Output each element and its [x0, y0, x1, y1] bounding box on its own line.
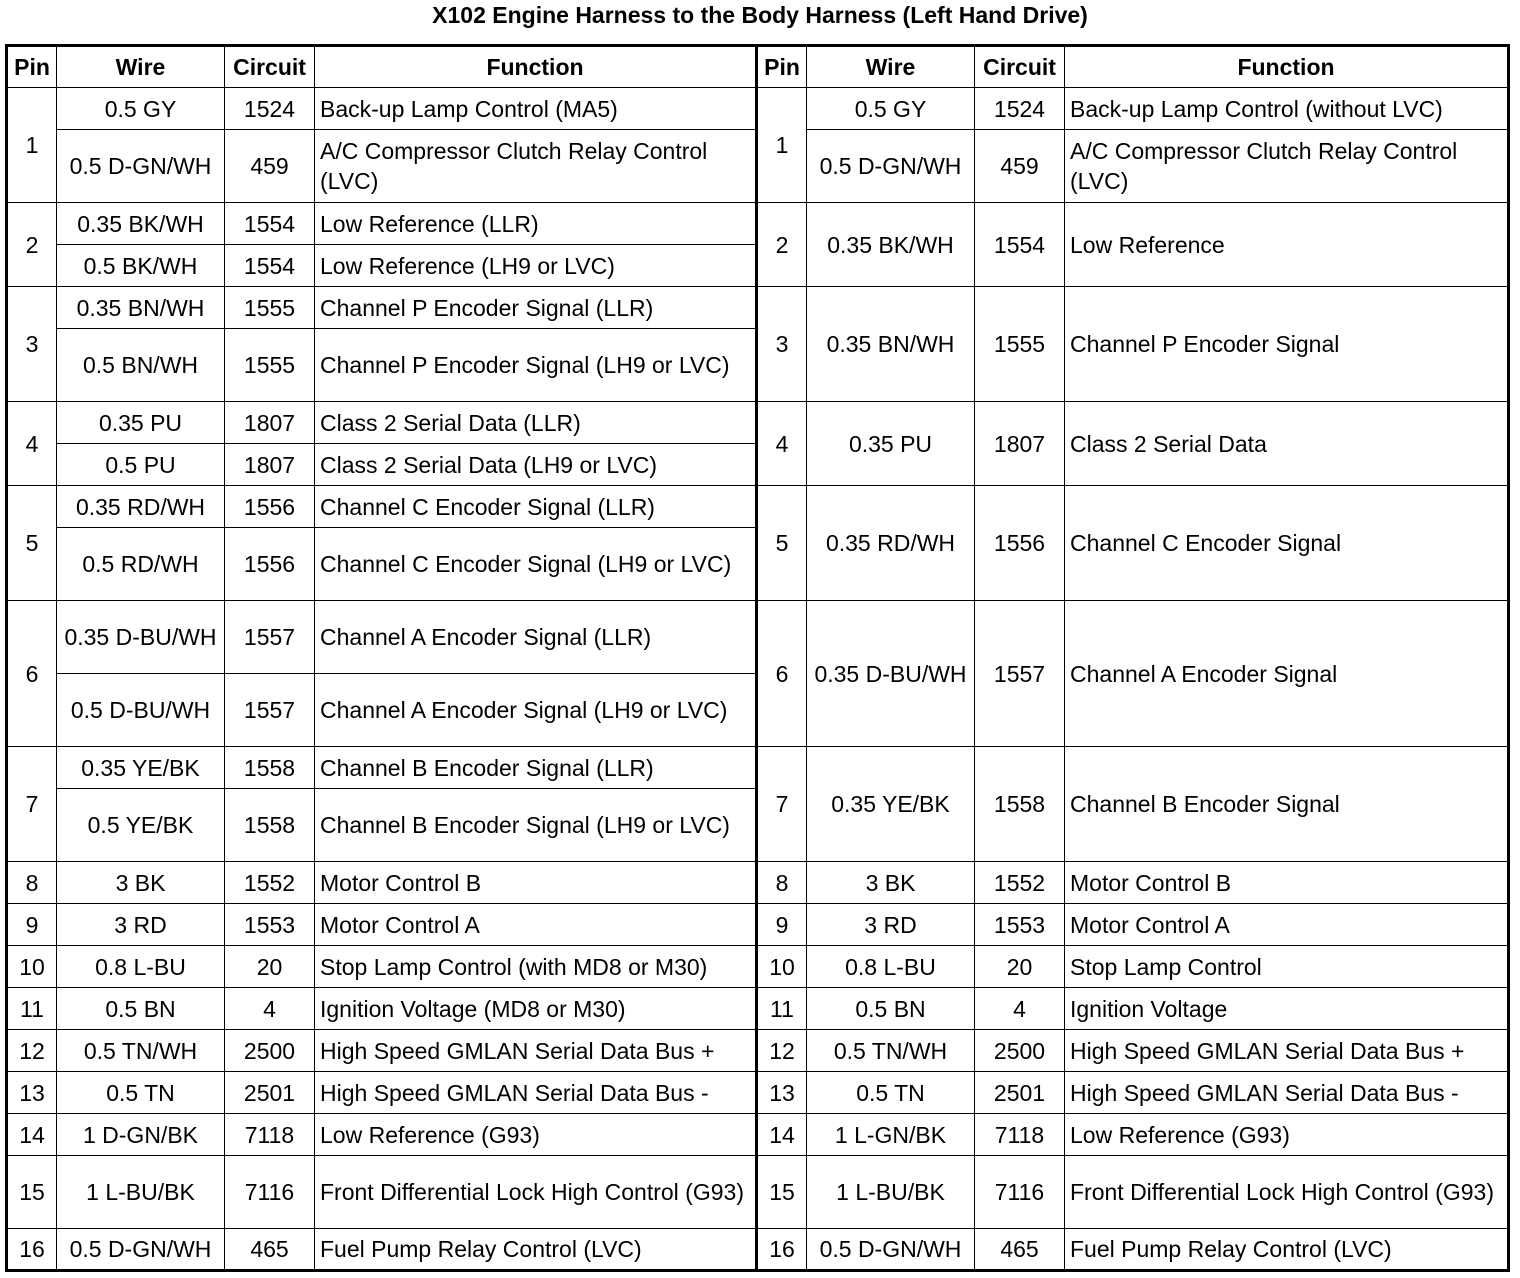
circuit-cell: 2501: [225, 1072, 315, 1114]
wire-cell: 0.5 GY: [807, 88, 975, 130]
circuit-cell: 1555: [225, 287, 315, 329]
wire-cell: 1 L-BU/BK: [807, 1156, 975, 1229]
pin-cell: 1: [7, 88, 57, 203]
circuit-cell: 465: [225, 1229, 315, 1271]
wire-cell: 3 RD: [57, 904, 225, 946]
circuit-cell: 1557: [225, 674, 315, 747]
pin-cell: 9: [757, 904, 807, 946]
table-row: [7, 946, 1509, 988]
function-cell: Channel B Encoder Signal: [1065, 747, 1509, 862]
pin-cell: 9: [7, 904, 57, 946]
function-cell: High Speed GMLAN Serial Data Bus +: [315, 1030, 757, 1072]
pin-cell: 13: [757, 1072, 807, 1114]
pin-cell: 8: [7, 862, 57, 904]
circuit-cell: 4: [975, 988, 1065, 1030]
function-cell: Motor Control A: [315, 904, 757, 946]
wire-cell: 3 BK: [57, 862, 225, 904]
function-cell: Fuel Pump Relay Control (LVC): [1065, 1229, 1509, 1271]
function-cell: Low Reference (G93): [315, 1114, 757, 1156]
pin-cell: 15: [757, 1156, 807, 1229]
wire-cell: 0.5 BN: [807, 988, 975, 1030]
circuit-cell: 459: [975, 130, 1065, 203]
table-row: [7, 862, 1509, 904]
function-cell: Class 2 Serial Data: [1065, 402, 1509, 486]
function-cell: Channel C Encoder Signal (LH9 or LVC): [315, 528, 757, 601]
circuit-cell: 1554: [225, 203, 315, 245]
header-circuit: Circuit: [225, 46, 315, 88]
function-cell: Ignition Voltage (MD8 or M30): [315, 988, 757, 1030]
circuit-cell: 7118: [975, 1114, 1065, 1156]
wire-cell: 0.8 L-BU: [57, 946, 225, 988]
circuit-cell: 459: [225, 130, 315, 203]
function-cell: Low Reference (LH9 or LVC): [315, 245, 757, 287]
function-cell: Class 2 Serial Data (LH9 or LVC): [315, 444, 757, 486]
header-wire: Wire: [57, 46, 225, 88]
wire-cell: 0.35 D-BU/WH: [57, 601, 225, 674]
function-cell: High Speed GMLAN Serial Data Bus +: [1065, 1030, 1509, 1072]
wire-cell: 0.35 PU: [807, 402, 975, 486]
circuit-cell: 2501: [975, 1072, 1065, 1114]
function-cell: Channel A Encoder Signal (LH9 or LVC): [315, 674, 757, 747]
table-row: [7, 747, 1509, 789]
wire-cell: 0.5 D-BU/WH: [57, 674, 225, 747]
table-row: [7, 1114, 1509, 1156]
pin-cell: 3: [757, 287, 807, 402]
circuit-cell: 4: [225, 988, 315, 1030]
wire-cell: 0.35 BK/WH: [807, 203, 975, 287]
wire-cell: 0.5 TN: [57, 1072, 225, 1114]
wire-cell: 0.5 BN: [57, 988, 225, 1030]
function-cell: Channel C Encoder Signal (LLR): [315, 486, 757, 528]
wire-cell: 0.35 YE/BK: [57, 747, 225, 789]
wire-cell: 0.35 RD/WH: [57, 486, 225, 528]
function-cell: Low Reference: [1065, 203, 1509, 287]
pin-cell: 7: [7, 747, 57, 862]
wire-cell: 0.35 YE/BK: [807, 747, 975, 862]
pin-cell: 16: [757, 1229, 807, 1271]
table-row: [7, 904, 1509, 946]
pin-cell: 8: [757, 862, 807, 904]
header-pin: Pin: [757, 46, 807, 88]
pin-cell: 2: [7, 203, 57, 287]
function-cell: Channel B Encoder Signal (LH9 or LVC): [315, 789, 757, 862]
function-cell: Channel P Encoder Signal: [1065, 287, 1509, 402]
wire-cell: 0.35 PU: [57, 402, 225, 444]
circuit-cell: 1524: [975, 88, 1065, 130]
pin-cell: 16: [7, 1229, 57, 1271]
wire-cell: 1 L-GN/BK: [807, 1114, 975, 1156]
circuit-cell: 1807: [975, 402, 1065, 486]
circuit-cell: 1553: [975, 904, 1065, 946]
wire-cell: 0.5 PU: [57, 444, 225, 486]
table-body: [7, 88, 1509, 1271]
circuit-cell: 1558: [225, 789, 315, 862]
circuit-cell: 1555: [225, 329, 315, 402]
circuit-cell: 1555: [975, 287, 1065, 402]
table-row: [7, 486, 1509, 528]
pin-cell: 13: [7, 1072, 57, 1114]
pin-cell: 4: [757, 402, 807, 486]
wire-cell: 0.35 BN/WH: [807, 287, 975, 402]
circuit-cell: 7116: [975, 1156, 1065, 1229]
circuit-cell: 20: [225, 946, 315, 988]
wire-cell: 0.5 TN: [807, 1072, 975, 1114]
circuit-cell: 1558: [225, 747, 315, 789]
wire-cell: 0.5 GY: [57, 88, 225, 130]
pin-cell: 10: [757, 946, 807, 988]
header-function: Function: [1065, 46, 1509, 88]
pin-cell: 11: [7, 988, 57, 1030]
circuit-cell: 1558: [975, 747, 1065, 862]
function-cell: A/C Compressor Clutch Relay Control (LVC): [315, 130, 757, 203]
table-row: [7, 601, 1509, 674]
function-cell: Stop Lamp Control (with MD8 or M30): [315, 946, 757, 988]
wire-cell: 3 RD: [807, 904, 975, 946]
circuit-cell: 7116: [225, 1156, 315, 1229]
pin-cell: 3: [7, 287, 57, 402]
pin-cell: 4: [7, 402, 57, 486]
function-cell: Channel B Encoder Signal (LLR): [315, 747, 757, 789]
wire-cell: 0.5 TN/WH: [57, 1030, 225, 1072]
table-row: [7, 1156, 1509, 1229]
wire-cell: 0.8 L-BU: [807, 946, 975, 988]
function-cell: Channel A Encoder Signal (LLR): [315, 601, 757, 674]
function-cell: High Speed GMLAN Serial Data Bus -: [315, 1072, 757, 1114]
wire-cell: 0.5 D-GN/WH: [57, 1229, 225, 1271]
function-cell: Motor Control B: [1065, 862, 1509, 904]
pin-cell: 15: [7, 1156, 57, 1229]
circuit-cell: 20: [975, 946, 1065, 988]
wire-cell: 1 L-BU/BK: [57, 1156, 225, 1229]
function-cell: Front Differential Lock High Control (G93): [315, 1156, 757, 1229]
circuit-cell: 1556: [975, 486, 1065, 601]
wire-cell: 0.5 D-GN/WH: [807, 130, 975, 203]
pin-cell: 5: [757, 486, 807, 601]
circuit-cell: 1554: [225, 245, 315, 287]
function-cell: Channel P Encoder Signal (LLR): [315, 287, 757, 329]
table-row: [7, 88, 1509, 130]
pin-cell: 10: [7, 946, 57, 988]
table-row: [7, 988, 1509, 1030]
function-cell: Motor Control A: [1065, 904, 1509, 946]
function-cell: Back-up Lamp Control (without LVC): [1065, 88, 1509, 130]
circuit-cell: 1553: [225, 904, 315, 946]
pin-cell: 1: [757, 88, 807, 203]
pin-cell: 14: [757, 1114, 807, 1156]
wire-cell: 3 BK: [807, 862, 975, 904]
function-cell: Motor Control B: [315, 862, 757, 904]
wire-cell: 0.35 BN/WH: [57, 287, 225, 329]
table-row: [7, 1030, 1509, 1072]
circuit-cell: 465: [975, 1229, 1065, 1271]
circuit-cell: 1556: [225, 528, 315, 601]
wire-cell: 0.5 YE/BK: [57, 789, 225, 862]
pin-cell: 6: [757, 601, 807, 747]
circuit-cell: 1557: [975, 601, 1065, 747]
page-title: X102 Engine Harness to the Body Harness (Left Hand Drive): [432, 2, 1088, 28]
pin-cell: 12: [757, 1030, 807, 1072]
circuit-cell: 1552: [225, 862, 315, 904]
table-row: [7, 203, 1509, 245]
function-cell: Ignition Voltage: [1065, 988, 1509, 1030]
pin-cell: 14: [7, 1114, 57, 1156]
header-wire: Wire: [807, 46, 975, 88]
function-cell: Low Reference (G93): [1065, 1114, 1509, 1156]
wire-cell: 0.5 D-GN/WH: [807, 1229, 975, 1271]
pin-cell: 6: [7, 601, 57, 747]
wire-cell: 0.5 TN/WH: [807, 1030, 975, 1072]
header-circuit: Circuit: [975, 46, 1065, 88]
table-row: [7, 402, 1509, 444]
pin-cell: 2: [757, 203, 807, 287]
circuit-cell: 7118: [225, 1114, 315, 1156]
header-row: [7, 46, 1509, 88]
wire-cell: 0.5 BN/WH: [57, 329, 225, 402]
function-cell: High Speed GMLAN Serial Data Bus -: [1065, 1072, 1509, 1114]
wire-cell: 0.5 RD/WH: [57, 528, 225, 601]
function-cell: Stop Lamp Control: [1065, 946, 1509, 988]
circuit-cell: 1557: [225, 601, 315, 674]
circuit-cell: 2500: [225, 1030, 315, 1072]
function-cell: A/C Compressor Clutch Relay Control (LVC): [1065, 130, 1509, 203]
function-cell: Low Reference (LLR): [315, 203, 757, 245]
table-row: [7, 287, 1509, 329]
table-row: [7, 1229, 1509, 1271]
pin-cell: 12: [7, 1030, 57, 1072]
wire-cell: 0.35 RD/WH: [807, 486, 975, 601]
circuit-cell: 2500: [975, 1030, 1065, 1072]
circuit-cell: 1807: [225, 402, 315, 444]
function-cell: Channel A Encoder Signal: [1065, 601, 1509, 747]
header-pin: Pin: [7, 46, 57, 88]
function-cell: Fuel Pump Relay Control (LVC): [315, 1229, 757, 1271]
pin-cell: 11: [757, 988, 807, 1030]
circuit-cell: 1807: [225, 444, 315, 486]
circuit-cell: 1556: [225, 486, 315, 528]
table-row: [7, 1072, 1509, 1114]
harness-pinout-table: [5, 44, 1510, 1272]
header-function: Function: [315, 46, 757, 88]
wire-cell: 0.5 BK/WH: [57, 245, 225, 287]
circuit-cell: 1524: [225, 88, 315, 130]
wire-cell: 0.35 D-BU/WH: [807, 601, 975, 747]
function-cell: Back-up Lamp Control (MA5): [315, 88, 757, 130]
function-cell: Front Differential Lock High Control (G93): [1065, 1156, 1509, 1229]
wire-cell: 1 D-GN/BK: [57, 1114, 225, 1156]
circuit-cell: 1554: [975, 203, 1065, 287]
pin-cell: 7: [757, 747, 807, 862]
pin-cell: 5: [7, 486, 57, 601]
wire-cell: 0.35 BK/WH: [57, 203, 225, 245]
circuit-cell: 1552: [975, 862, 1065, 904]
function-cell: Class 2 Serial Data (LLR): [315, 402, 757, 444]
function-cell: Channel P Encoder Signal (LH9 or LVC): [315, 329, 757, 402]
function-cell: Channel C Encoder Signal: [1065, 486, 1509, 601]
wire-cell: 0.5 D-GN/WH: [57, 130, 225, 203]
